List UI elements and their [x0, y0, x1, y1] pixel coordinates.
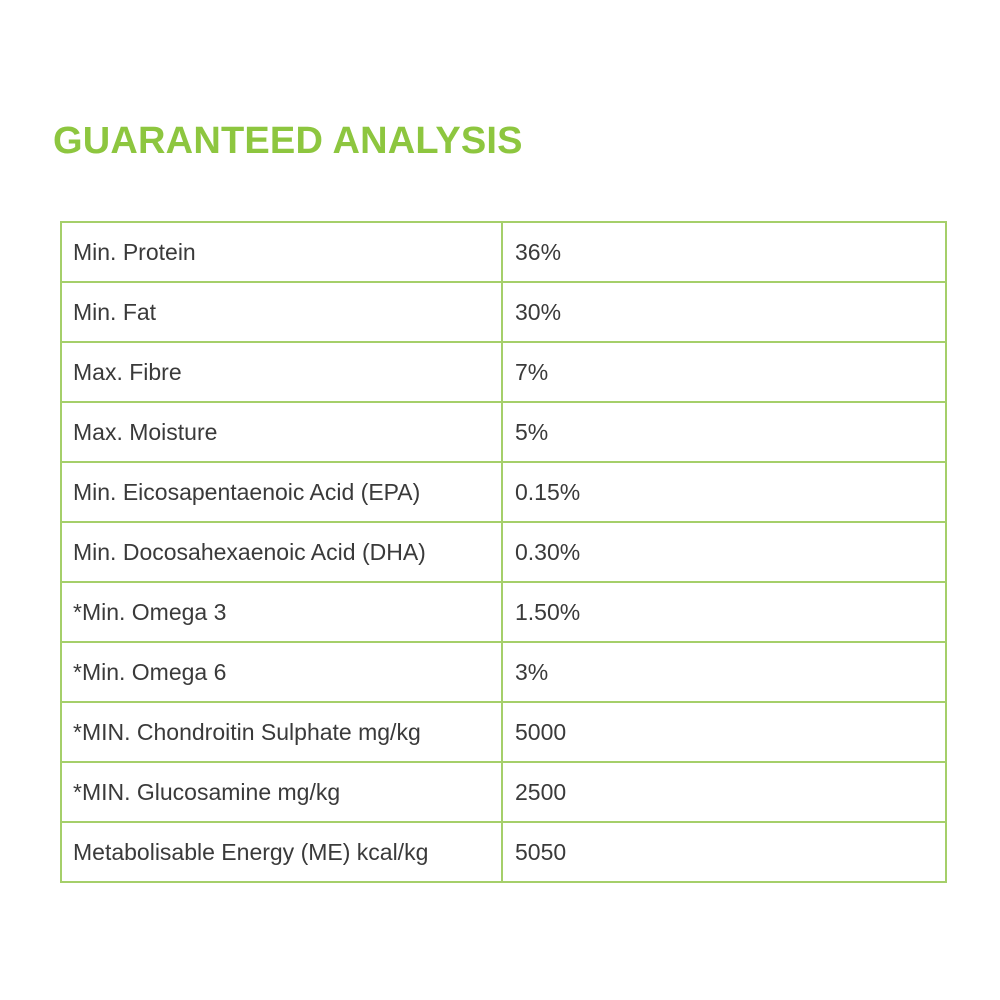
nutrient-label: *Min. Omega 3	[61, 582, 502, 642]
table-row	[61, 402, 946, 462]
table-row	[61, 462, 946, 522]
table-row	[61, 702, 946, 762]
nutrient-label: Min. Eicosapentaenoic Acid (EPA)	[61, 462, 502, 522]
nutrient-label: *MIN. Glucosamine mg/kg	[61, 762, 502, 822]
nutrient-value: 36%	[502, 222, 946, 282]
nutrient-label: *Min. Omega 6	[61, 642, 502, 702]
nutrient-label: *MIN. Chondroitin Sulphate mg/kg	[61, 702, 502, 762]
nutrient-value: 3%	[502, 642, 946, 702]
table-row	[61, 282, 946, 342]
nutrient-label: Max. Moisture	[61, 402, 502, 462]
nutrient-value: 30%	[502, 282, 946, 342]
nutrient-label: Max. Fibre	[61, 342, 502, 402]
nutrient-value: 7%	[502, 342, 946, 402]
nutrient-value: 5%	[502, 402, 946, 462]
table-row	[61, 642, 946, 702]
nutrient-value: 1.50%	[502, 582, 946, 642]
table-row	[61, 342, 946, 402]
table-row	[61, 222, 946, 282]
page-title: GUARANTEED ANALYSIS	[53, 120, 523, 162]
nutrient-value: 2500	[502, 762, 946, 822]
nutrient-value: 5050	[502, 822, 946, 882]
nutrient-value: 0.30%	[502, 522, 946, 582]
nutrient-value: 0.15%	[502, 462, 946, 522]
nutrient-label: Metabolisable Energy (ME) kcal/kg	[61, 822, 502, 882]
table-row	[61, 582, 946, 642]
nutrient-label: Min. Fat	[61, 282, 502, 342]
nutrient-value: 5000	[502, 702, 946, 762]
table-row	[61, 762, 946, 822]
nutrient-label: Min. Protein	[61, 222, 502, 282]
guaranteed-analysis-table	[60, 221, 947, 883]
table-row	[61, 822, 946, 882]
nutrient-label: Min. Docosahexaenoic Acid (DHA)	[61, 522, 502, 582]
table-row	[61, 522, 946, 582]
